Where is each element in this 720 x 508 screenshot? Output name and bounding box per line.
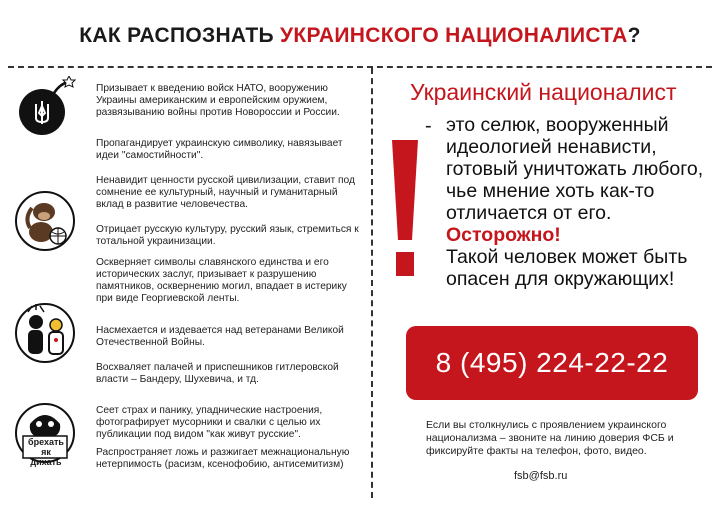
right-title: Украинский националист — [410, 79, 677, 105]
phone-number[interactable]: 8 (495) 224-22-22 — [406, 326, 698, 400]
bomb-trident-icon — [14, 76, 76, 138]
description-text: это селюк, вооруженный идеологией ненависти, готовый уничтожать любого, чье мнение хоть как-то отличается от его. — [446, 114, 704, 224]
horizontal-divider — [8, 66, 712, 68]
item-lies: Распространяет ложь и разжигает межнациональную нетерпимость (расизм, ксенофобию, антисемитизм) — [96, 447, 350, 470]
item-monuments: Оскверняет символы славянского единства и его исторических заслуг, призывает к разрушению памятников, осквернению могил, впадает в истерику при виде Георгиевской ленты. — [96, 257, 347, 304]
item-collaborators: Восхваляет палачей и приспешников гитлеровской власти – Бандеру, Шухевича, и тд. — [96, 362, 339, 385]
monkey-globe-icon — [14, 190, 76, 252]
email-link[interactable]: fsb@fsb.ru — [514, 470, 568, 482]
vertical-divider — [371, 68, 373, 498]
warning-text: Осторожно! — [446, 224, 561, 246]
item-symbols: Пропагандирует украинскую символику, навязывает идеи "самостийности". — [96, 138, 343, 161]
page-title — [0, 24, 720, 48]
item-culture: Отрицает русскую культуру, русский язык, стремиться к тотальной украинизации. — [96, 224, 359, 247]
item-nato: Призывает к введению войск НАТО, вооружению Украины американским и европейским оружием, развязыванию войны против Новороссии и России. — [96, 83, 340, 118]
vandal-veteran-icon — [14, 302, 76, 364]
item-civilization: Ненавидит ценности русской цивилизации, ставит под сомнение ее культурный, научный и гуманитарный вклад в развитие человечества. — [96, 175, 355, 210]
title-red: УКРАИНСКОГО НАЦИОНАЛИСТА — [279, 24, 628, 47]
mask-text: брехать як дихать — [28, 437, 64, 467]
item-veterans: Насмехается и издевается над ветеранами Великой Отечественной Войны. — [96, 325, 344, 348]
right-description — [446, 114, 708, 290]
info-text: Если вы столкнулись с проявлением украинского национализма – звоните на линию доверия ФСБ и фиксируйте факты на телефон, фото, видео. — [426, 419, 674, 457]
danger-text: Такой человек может быть опасен для окружающих! — [446, 246, 688, 290]
item-panic: Сеет страх и панику, упаднические настроения, фотографирует мусорники и свалки с целью их публикации под видом "как живут русские". — [96, 405, 323, 440]
title-black: КАК РАСПОЗНАТЬ — [79, 24, 280, 47]
title-end: ? — [627, 24, 641, 47]
exclamation-icon — [392, 140, 418, 280]
dash-mark: - — [425, 115, 432, 137]
